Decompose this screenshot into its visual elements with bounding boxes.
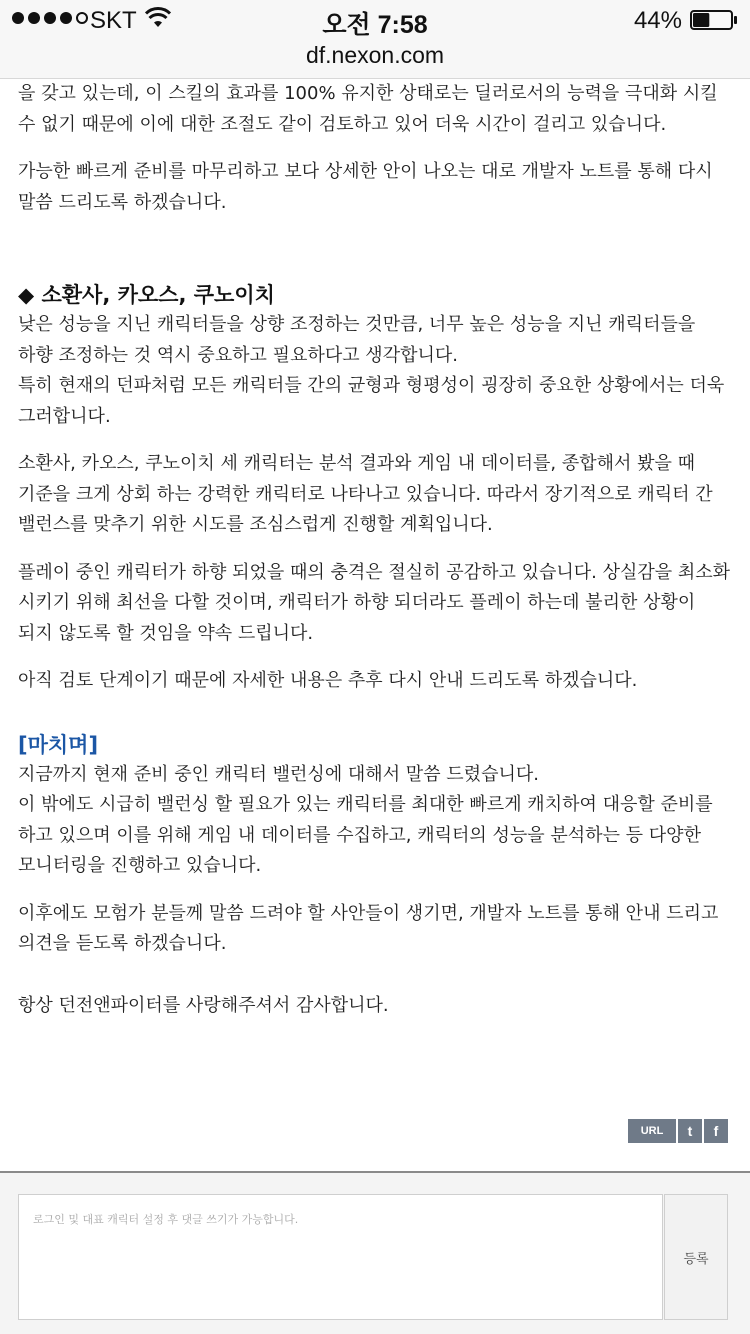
twitter-share-button[interactable]: t (678, 1119, 702, 1143)
article-paragraph: 이 밖에도 시급히 밸런싱 할 필요가 있는 캐릭터를 최대한 빠르게 캐치하여 대응할 준비를 하고 있으며 이를 위해 게임 내 데이터를 수집하고, 캐릭터의 성능을 분석하는 등 다양한 모니터링을 진행하고 있습니다. (18, 794, 713, 876)
comment-placeholder: 로그인 및 대표 캐릭터 설정 후 댓글 쓰기가 가능합니다. (33, 1213, 299, 1226)
article-paragraph: 가능한 빠르게 준비를 마무리하고 보다 상세한 안이 나오는 대로 개발자 노트를 통해 다시 말씀 드리도록 하겠습니다. (18, 161, 713, 213)
share-buttons (628, 1119, 728, 1143)
article-paragraph: 아직 검토 단계이기 때문에 자세한 내용은 추후 다시 안내 드리도록 하겠습니다. (18, 670, 638, 691)
article-body (18, 79, 732, 1021)
article-paragraph: 플레이 중인 캐릭터가 하향 되었을 때의 충격은 절실히 공감하고 있습니다. 상실감을 최소화 시키기 위해 최선을 다할 것이며, 캐릭터가 하향 되더라도 플레이 하는데 불리한 상황이 되지 않도록 할 것임을 약속 드립니다. (18, 561, 731, 644)
article-paragraph: 지금까지 현재 준비 중인 캐릭터 밸런싱에 대해서 말씀 드렸습니다. (18, 763, 539, 785)
status-bar (0, 0, 750, 40)
article-paragraph: 이후에도 모험가 분들께 말씀 드려야 할 사안들이 생기면, 개발자 노트를 통해 안내 드리고 의견을 듣도록 하겠습니다. (18, 902, 719, 954)
article-paragraph: 을 갖고 있는데, 이 스킬의 효과를 100% 유지한 상태로는 딜러로서의 능력을 극대화 시킬 수 없기 때문에 이에 대한 조절도 같이 검토하고 있어 더욱 시간이 걸리고 있습니다. (18, 83, 718, 135)
status-time: 오전 7:58 (322, 11, 428, 39)
submit-comment-button[interactable]: 등록 (664, 1194, 728, 1320)
comment-section (0, 1173, 750, 1334)
article-paragraph: 낮은 성능을 지닌 캐릭터들을 상향 조정하는 것만큼, 너무 높은 성능을 지닌 캐릭터들을 하향 조정하는 것 역시 중요하고 필요하다고 생각합니다. (18, 314, 696, 366)
facebook-share-button[interactable]: f (704, 1119, 728, 1143)
article-paragraph: 소환사, 카오스, 쿠노이치 세 캐릭터는 분석 결과와 게임 내 데이터를, 종합해서 봤을 때 기준을 크게 상회 하는 강력한 캐릭터로 나타나고 있습니다. 따라서 장기적으로 캐릭터 간 밸런스를 맞추기 위한 시도를 조심스럽게 진행할 계획입니다. (18, 453, 713, 535)
article-closing: 항상 던전앤파이터를 사랑해주셔서 감사합니다. (18, 994, 389, 1016)
article-paragraph: 특히 현재의 던파처럼 모든 캐릭터들 간의 균형과 형평성이 굉장히 중요한 상황에서는 더욱 그러합니다. (18, 375, 725, 427)
battery-percent: 44% (633, 7, 682, 34)
url-text: df.nexon.com (305, 42, 445, 68)
share-url-button[interactable]: URL (628, 1119, 676, 1143)
battery-icon (690, 10, 738, 30)
section-heading: [마치며] (18, 732, 99, 757)
carrier-name: SKT (90, 7, 137, 34)
section-heading: ◆ 소환사, 카오스, 쿠노이치 (18, 283, 275, 307)
address-bar[interactable] (0, 40, 750, 79)
comment-input[interactable] (18, 1194, 663, 1320)
